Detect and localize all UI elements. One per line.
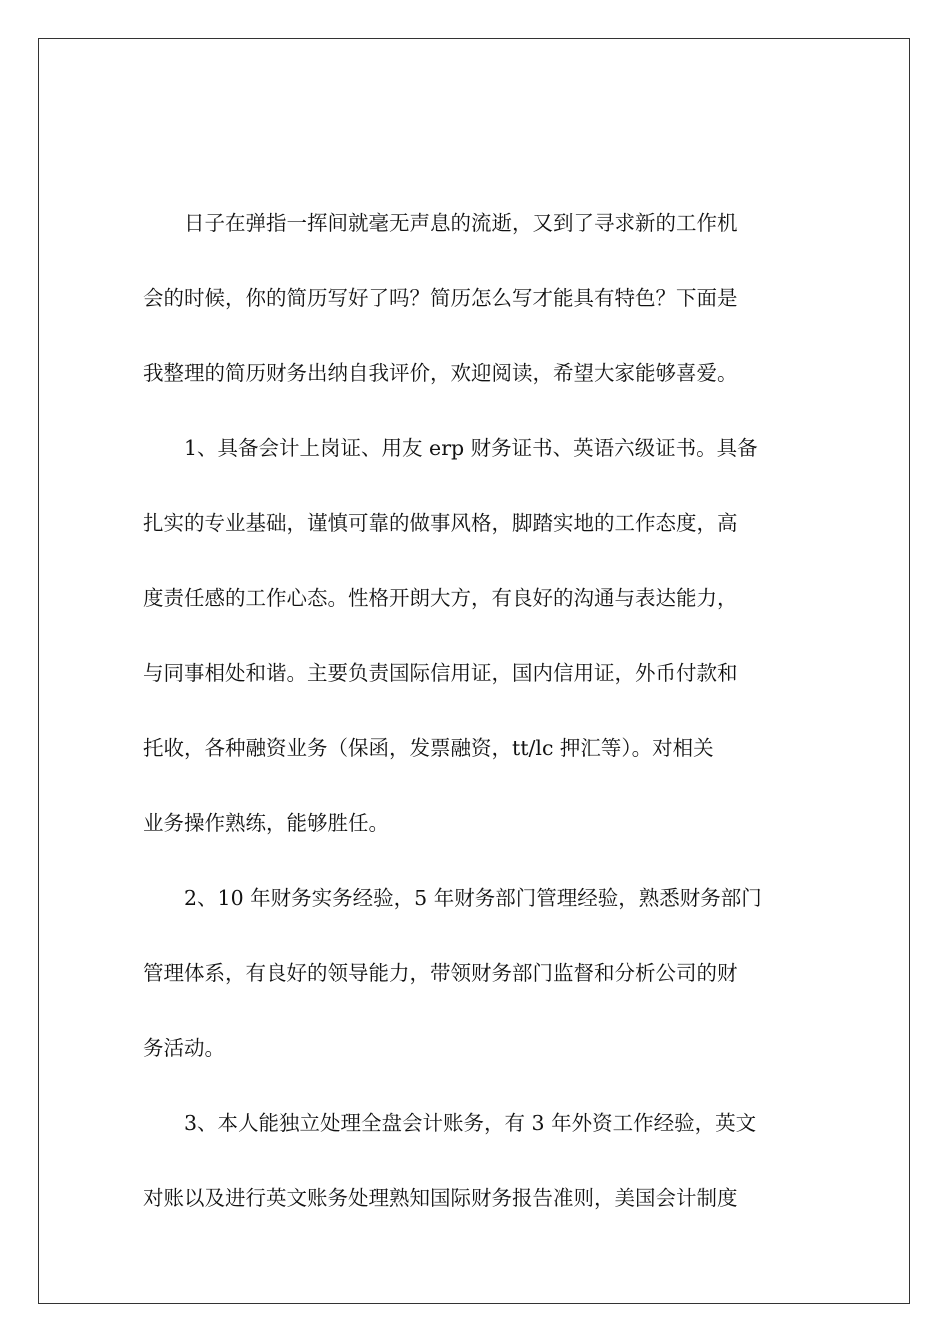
point-1-paragraph bbox=[143, 411, 803, 861]
point-3-paragraph bbox=[143, 1086, 803, 1236]
text-line: 托收，各种融资业务（保函，发票融资，tt/lc 押汇等）。对相关 bbox=[143, 736, 714, 760]
text-line: 3、本人能独立处理全盘会计账务，有 3 年外资工作经验，英文 bbox=[184, 1111, 757, 1135]
text-line: 2、10 年财务实务经验，5 年财务部门管理经验，熟悉财务部门 bbox=[184, 886, 762, 910]
intro-paragraph bbox=[143, 186, 803, 411]
text-line: 管理体系，有良好的领导能力，带领财务部门监督和分析公司的财 bbox=[143, 961, 738, 985]
text-line: 1、具备会计上岗证、用友 erp 财务证书、英语六级证书。具备 bbox=[184, 436, 758, 460]
text-line: 我整理的简历财务出纳自我评价，欢迎阅读，希望大家能够喜爱。 bbox=[143, 361, 738, 385]
text-line: 对账以及进行英文账务处理熟知国际财务报告准则，美国会计制度 bbox=[143, 1186, 738, 1210]
text-line: 日子在弹指一挥间就毫无声息的流逝，又到了寻求新的工作机 bbox=[184, 211, 738, 235]
text-line: 扎实的专业基础，谨慎可靠的做事风格，脚踏实地的工作态度，高 bbox=[143, 511, 738, 535]
text-line: 与同事相处和谐。主要负责国际信用证，国内信用证，外币付款和 bbox=[143, 661, 738, 685]
text-line: 度责任感的工作心态。性格开朗大方，有良好的沟通与表达能力， bbox=[143, 586, 738, 610]
text-line: 业务操作熟练，能够胜任。 bbox=[143, 811, 389, 835]
point-2-paragraph bbox=[143, 861, 803, 1086]
text-line: 会的时候，你的简历写好了吗？简历怎么写才能具有特色？下面是 bbox=[143, 286, 738, 310]
document-body bbox=[143, 186, 803, 1236]
text-line: 务活动。 bbox=[143, 1036, 225, 1060]
